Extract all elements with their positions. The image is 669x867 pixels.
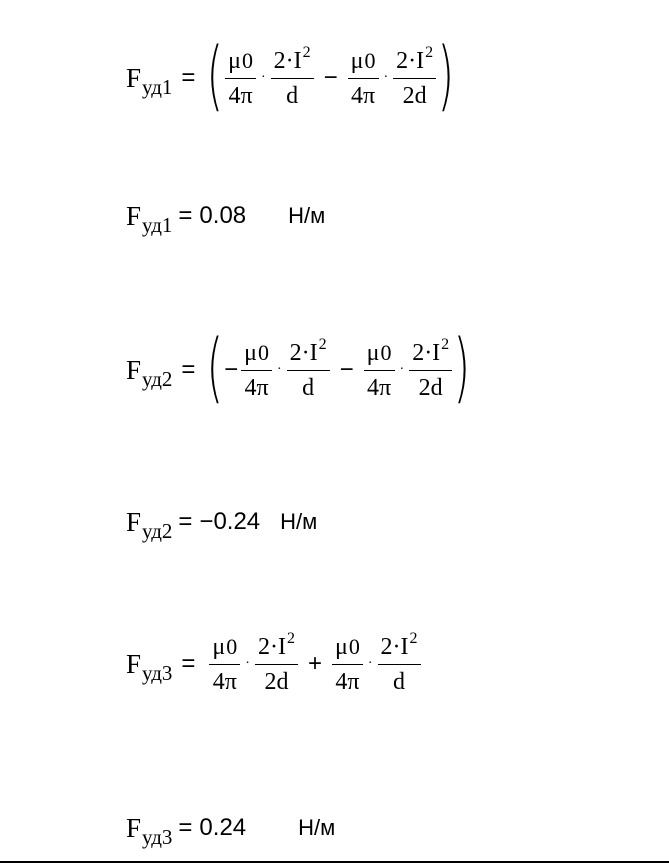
right-paren: ) — [453, 322, 471, 411]
result-unit: Н/м — [280, 509, 318, 534]
fraction-2i2-2d: $\frac{2\cdot I^2}{2d}$ — [255, 635, 298, 694]
formula-f-ud3: F уд3 = $\frac{\mu 0}{4\pi}$ · $\frac{2\cdot I^2}{2d}$ + $\frac{\mu 0}{4\pi}$ · $\frac{2\cdot I^2}{d}$ — [126, 634, 424, 694]
formula-f-ud2: F уд2 = ( − $\frac{\mu 0}{4\pi}$ · $\frac{2\cdot I^2}{d}$ − $\frac{\mu 0}{4\pi}$ · $\frac{2\cdot I^2}{2d}$ ) — [126, 322, 471, 411]
lhs-f-ud2: F уд2 — [126, 506, 173, 543]
fraction-2i2-d: $\frac{2\cdot I^2}{d}$ — [378, 635, 421, 694]
fraction-mu0-4pi: $\frac{\mu 0}{4\pi}$ — [332, 635, 363, 694]
result-f-ud3 — [126, 798, 335, 858]
equals-sign: = — [178, 508, 193, 535]
left-paren: ( — [207, 322, 224, 411]
fraction-mu0-4pi: $\frac{\mu 0}{4\pi}$ — [364, 341, 395, 400]
fraction-2i2-2d: $\frac{2\cdot I^2}{2d}$ — [393, 49, 436, 108]
fraction-2i2-2d: $\frac{2\cdot I^2}{2d}$ — [409, 341, 452, 400]
minus-operator: − — [323, 64, 338, 91]
result-unit: Н/м — [298, 815, 336, 840]
result-value: 0.08 — [199, 202, 247, 229]
minus-operator: − — [224, 356, 239, 383]
fraction-mu0-4pi: $\frac{\mu 0}{4\pi}$ — [225, 49, 256, 108]
lhs-f-ud1: F уд1 — [126, 62, 173, 99]
result-value: 0.24 — [199, 814, 247, 841]
lhs-f-ud3: F уд3 — [126, 812, 173, 849]
left-paren: ( — [207, 30, 224, 119]
formula-f-ud1: F уд1 = ( $\frac{\mu 0}{4\pi}$ · $\frac{2\cdot I^2}{d}$ − $\frac{\mu 0}{4\pi}$ · $\frac{2\cdot I^2}{2d}$ ) — [126, 30, 455, 119]
fraction-2i2-d: $\frac{2\cdot I^2}{d}$ — [271, 49, 314, 108]
lhs-f-ud1: F уд1 — [126, 200, 173, 237]
plus-operator: + — [307, 650, 322, 677]
result-f-ud1 — [126, 186, 325, 246]
bottom-border-line — [0, 861, 669, 863]
equals-sign: = — [178, 814, 193, 841]
equals-sign: = — [181, 356, 196, 383]
fraction-mu0-4pi: $\frac{\mu 0}{4\pi}$ — [241, 341, 272, 400]
lhs-f-ud2: F уд2 — [126, 354, 173, 391]
minus-operator: − — [339, 356, 354, 383]
result-f-ud2 — [126, 492, 317, 552]
result-unit: Н/м — [288, 203, 326, 228]
fraction-mu0-4pi: $\frac{\mu 0}{4\pi}$ — [209, 635, 240, 694]
lhs-f-ud3: F уд3 — [126, 648, 173, 685]
result-value: −0.24 — [199, 508, 261, 535]
fraction-2i2-d: $\frac{2\cdot I^2}{d}$ — [287, 341, 330, 400]
equals-sign: = — [181, 64, 196, 91]
equals-sign: = — [178, 202, 193, 229]
equals-sign: = — [181, 650, 196, 677]
fraction-mu0-4pi: $\frac{\mu 0}{4\pi}$ — [348, 49, 379, 108]
right-paren: ) — [437, 30, 455, 119]
